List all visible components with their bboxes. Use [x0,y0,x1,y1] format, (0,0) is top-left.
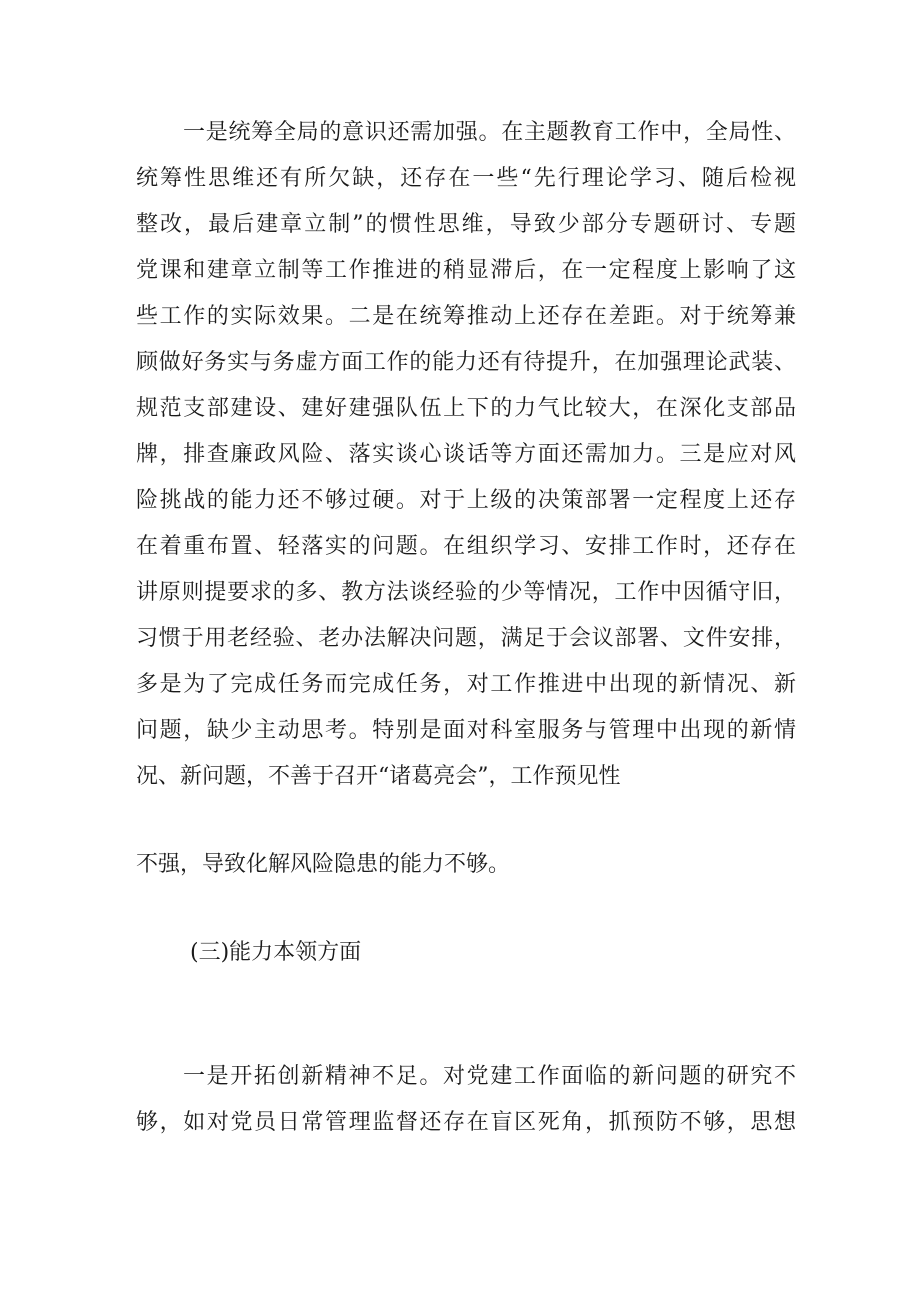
paragraph-1-line-11: 讲原则提要求的多、教方法谈经验的少等情况，工作中因循守旧， [136,580,796,605]
paragraph-2-line-1: 一是开拓创新精神不足。对党建工作面临的新问题的研究不 [183,1064,796,1089]
paragraph-1-line-14: 问题，缺少主动思考。特别是面对科室服务与管理中出现的新情 [136,718,796,743]
paragraph-1-line-5: 些工作的实际效果。二是在统筹推动上还存在差距。对于统筹兼 [136,304,796,329]
paragraph-1-line-7: 规范支部建设、建好建强队伍上下的力气比较大，在深化支部品 [136,396,796,421]
paragraph-1-line-15: 况、新问题，不善于召开“诸葛亮会”，工作预见性 [136,764,621,789]
paragraph-1-line-12: 习惯于用老经验、老办法解决问题，满足于会议部署、文件安排， [136,626,796,651]
paragraph-1-line-2: 统筹性思维还有所欠缺，还存在一些“先行理论学习、随后检视 [136,166,796,191]
paragraph-1-line-13: 多是为了完成任务而完成任务，对工作推进中出现的新情况、新 [136,672,796,697]
paragraph-1-line-10: 在着重布置、轻落实的问题。在组织学习、安排工作时，还存在 [136,534,796,559]
paragraph-2-line-2: 够，如对党员日常管理监督还存在盲区死角，抓预防不够，思想 [136,1110,796,1135]
paragraph-1-line-6: 顾做好务实与务虚方面工作的能力还有待提升，在加强理论武装、 [136,350,796,375]
paragraph-1-line-3: 整改，最后建章立制”的惯性思维，导致少部分专题研讨、专题 [136,212,796,237]
paragraph-1-line-9: 险挑战的能力还不够过硬。对于上级的决策部署一定程度上还存 [136,488,796,513]
paragraph-1-continuation: 不强，导致化解风险隐患的能力不够。 [136,852,511,877]
paragraph-1-line-4: 党课和建章立制等工作推进的稍显滞后，在一定程度上影响了这 [136,258,796,283]
section-heading: (三)能力本领方面 [190,940,362,965]
paragraph-1-line-1: 一是统筹全局的意识还需加强。在主题教育工作中，全局性、 [183,120,796,145]
paragraph-1-line-8: 牌，排查廉政风险、落实谈心谈话等方面还需加力。三是应对风 [136,442,796,467]
